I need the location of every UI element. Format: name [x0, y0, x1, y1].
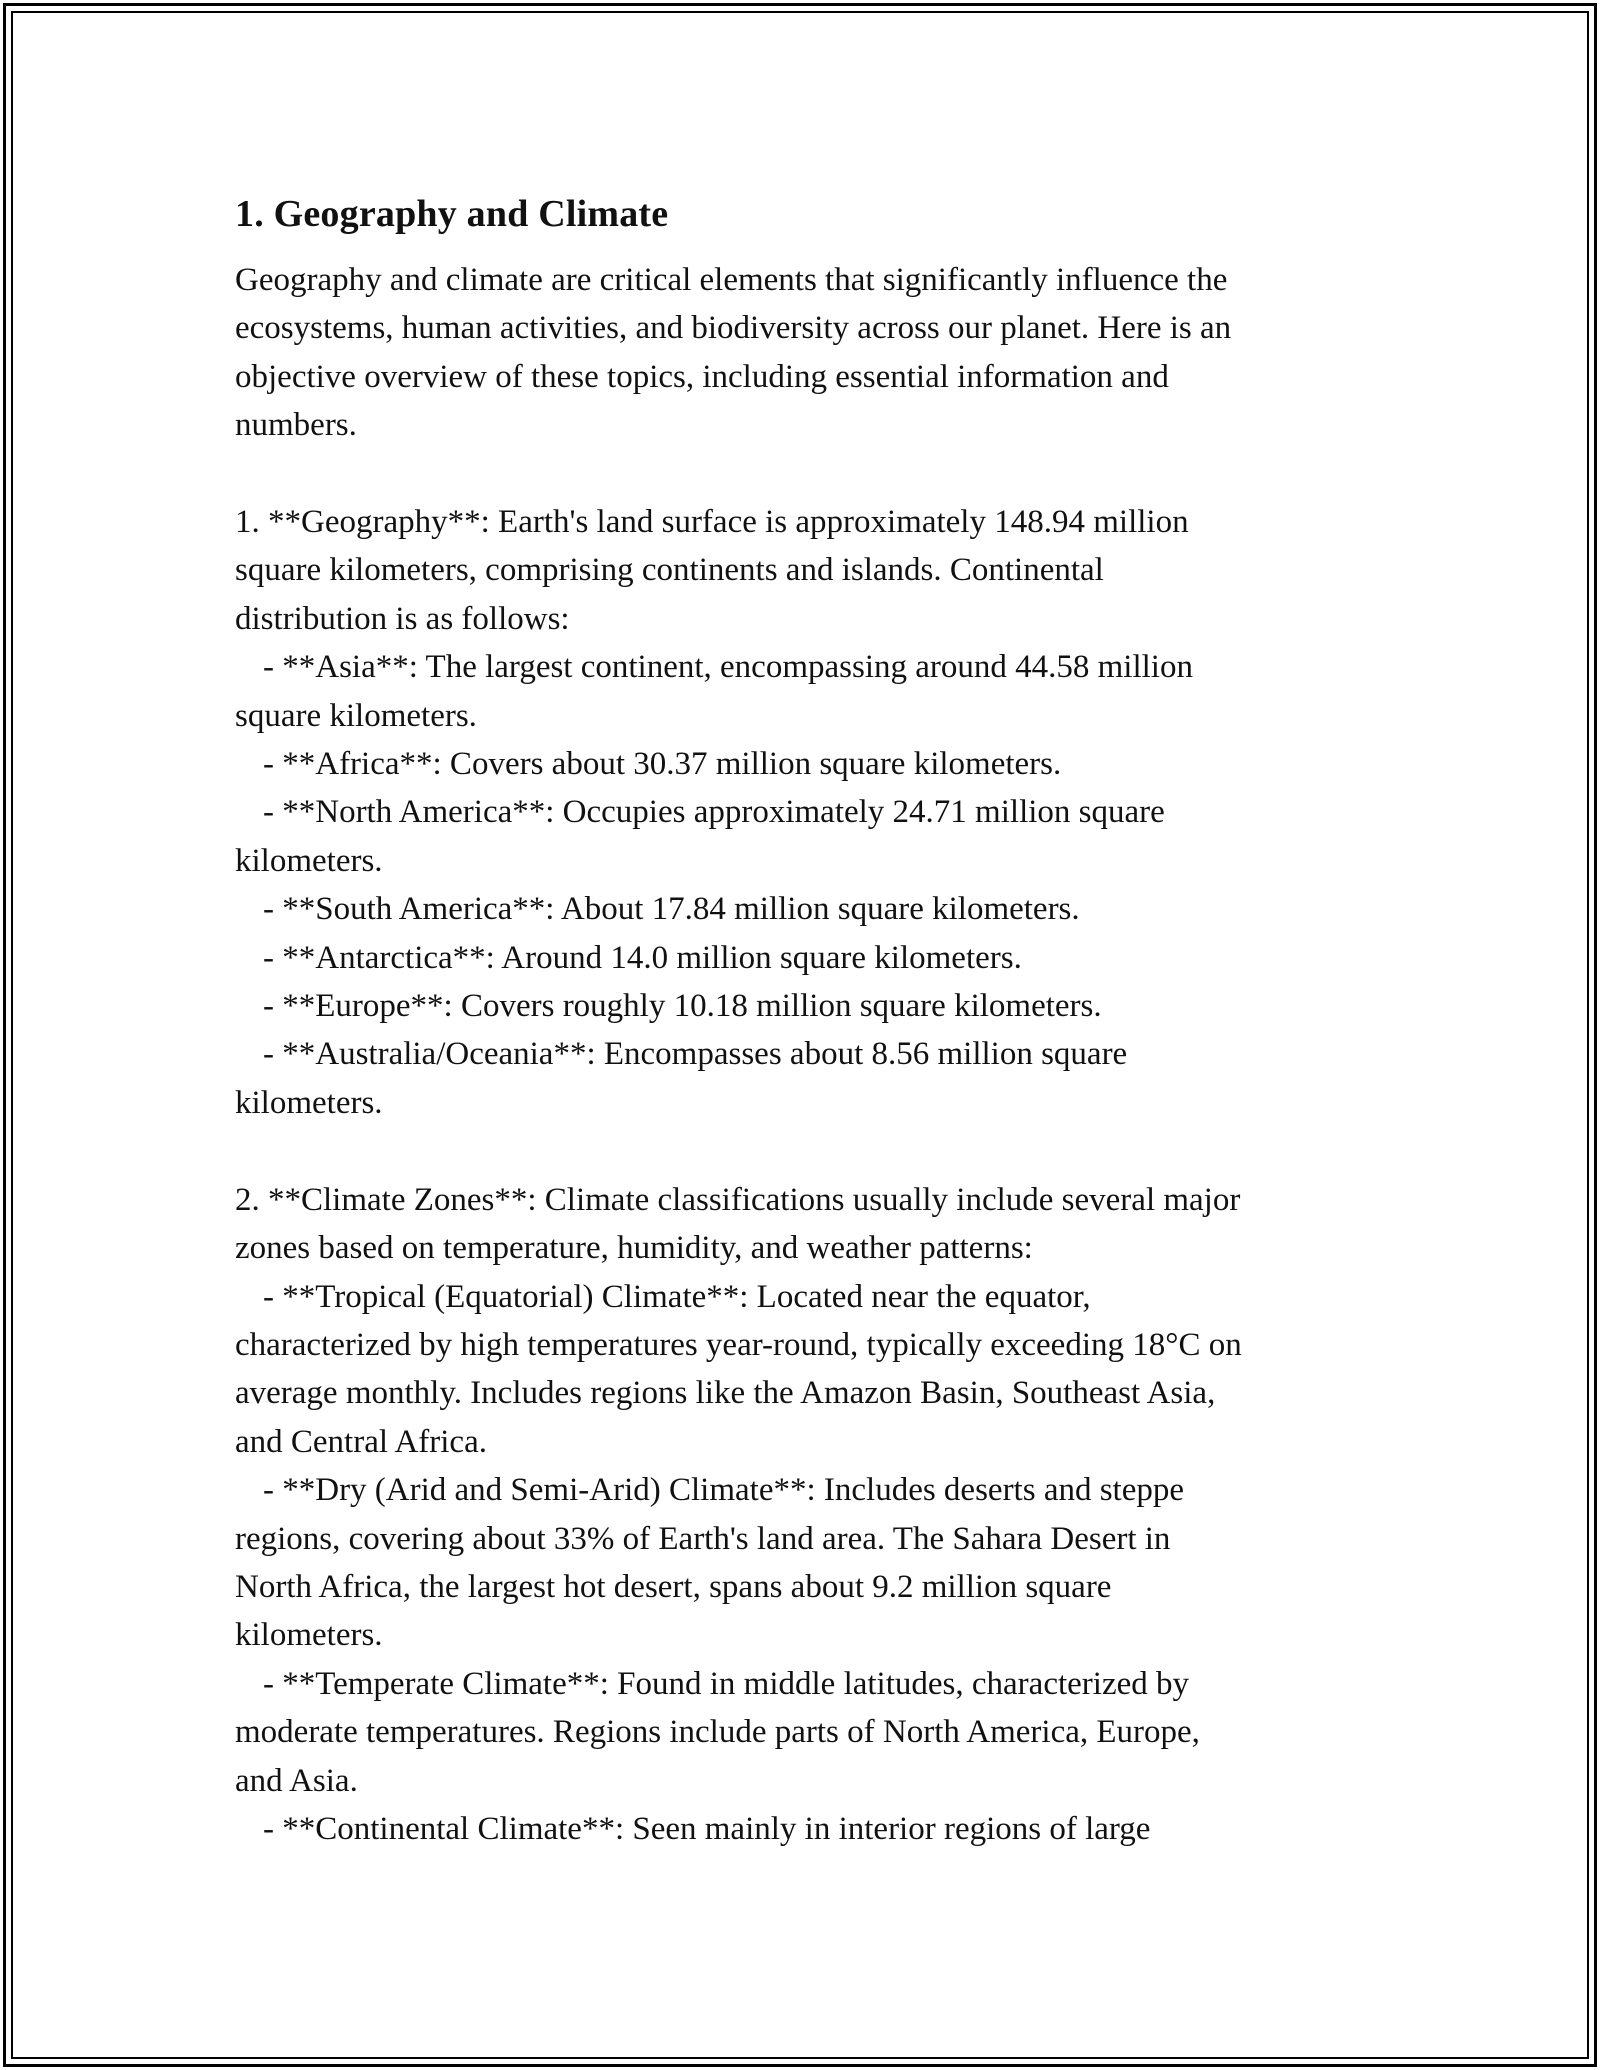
text-line: characterized by high temperatures year-round, typically exceeding 18°C on: [235, 1326, 1242, 1363]
bullet-line: - **Asia**: The largest continent, encompassing around 44.58 million: [263, 649, 1193, 686]
bullet-line: - **Antarctica**: Around 14.0 million square kilometers.: [263, 939, 1022, 976]
text-line: objective overview of these topics, including essential information and: [235, 358, 1169, 395]
bullet-line: - **Dry (Arid and Semi-Arid) Climate**: Includes deserts and steppe: [263, 1472, 1185, 1509]
document-text: [235, 256, 1370, 1853]
bullet-line: - **Tropical (Equatorial) Climate**: Located near the equator,: [263, 1278, 1091, 1315]
text-line: and Central Africa.: [235, 1423, 487, 1460]
text-line: 1. **Geography**: Earth's land surface is approximately 148.94 million: [235, 504, 1189, 541]
text-line: kilometers.: [235, 1084, 383, 1121]
text-line: square kilometers, comprising continents and islands. Continental: [235, 552, 1104, 589]
document-body: [235, 186, 1370, 1853]
text-line: kilometers.: [235, 842, 383, 879]
blank-line: [235, 1127, 1370, 1175]
text-line: ecosystems, human activities, and biodiversity across our planet. Here is an: [235, 310, 1232, 347]
blank-line: [235, 450, 1370, 498]
text-line: kilometers.: [235, 1617, 383, 1654]
bullet-line: - **Australia/Oceania**: Encompasses about 8.56 million square: [263, 1036, 1128, 1073]
text-line: Geography and climate are critical elements that significantly influence the: [235, 262, 1228, 298]
section-title: 1. Geography and Climate: [235, 193, 669, 235]
text-line: numbers.: [235, 407, 357, 444]
text-line: zones based on temperature, humidity, and weather patterns:: [235, 1230, 1033, 1267]
text-line: 2. **Climate Zones**: Climate classifications usually include several major: [235, 1181, 1241, 1218]
bullet-line: - **Temperate Climate**: Found in middle latitudes, characterized by: [263, 1665, 1189, 1702]
text-line: and Asia.: [235, 1762, 358, 1799]
text-line: moderate temperatures. Regions include parts of North America, Europe,: [235, 1714, 1200, 1751]
bullet-line: - **North America**: Occupies approximately 24.71 million square: [263, 794, 1165, 831]
text-line: distribution is as follows:: [235, 600, 570, 637]
text-line: North Africa, the largest hot desert, spans about 9.2 million square: [235, 1568, 1112, 1605]
text-line: regions, covering about 33% of Earth's land area. The Sahara Desert in: [235, 1520, 1171, 1557]
text-line: average monthly. Includes regions like the Amazon Basin, Southeast Asia,: [235, 1375, 1216, 1412]
bullet-line: - **Africa**: Covers about 30.37 million square kilometers.: [263, 746, 1062, 783]
bullet-line: - **South America**: About 17.84 million square kilometers.: [263, 891, 1080, 928]
bullet-line: - **Continental Climate**: Seen mainly in interior regions of large: [263, 1810, 1151, 1847]
text-line: square kilometers.: [235, 697, 477, 734]
bullet-line: - **Europe**: Covers roughly 10.18 million square kilometers.: [263, 988, 1102, 1025]
